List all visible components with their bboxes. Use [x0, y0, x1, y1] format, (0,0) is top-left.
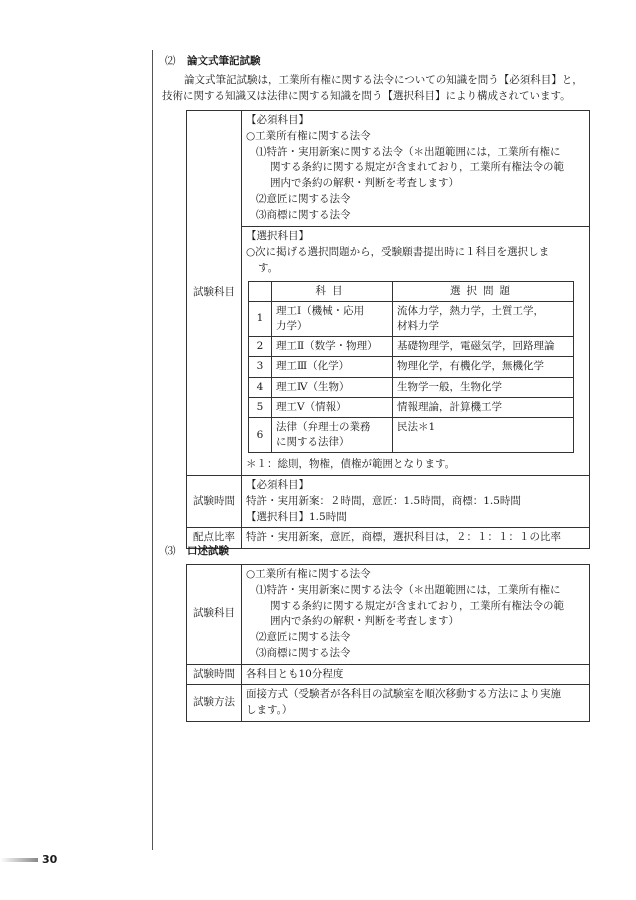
elective-row: [249, 377, 574, 397]
time-required-heading: 【必須科目】: [246, 479, 309, 492]
ratio-label: 配点比率: [187, 528, 242, 549]
elective-row: [249, 337, 574, 357]
section-2-intro: [162, 72, 592, 105]
row-questions: 生物学一般，生物化学: [393, 377, 574, 397]
elective-table: [248, 281, 574, 454]
oral-time-row: [187, 664, 590, 685]
section-3-heading: [165, 544, 229, 560]
elective-table-header: [249, 281, 574, 301]
oral-method-line-1: 面接方式（受験者が各科目の試験室を順次移動する方法により実施: [246, 688, 561, 701]
row-questions: 基礎物理学，電磁気学，回路理論: [393, 337, 574, 357]
row-subject-cont: に関する法律）: [276, 436, 350, 449]
required-item-3: ⑶商標に関する法令: [256, 208, 351, 221]
ratio-value: 特許・実用新案，意匠，商標，選択科目は，２：１：１：１の比率: [242, 528, 590, 549]
required-item-1-line-3: 囲内で条約の解釈・判断を考査します）: [270, 177, 459, 189]
row-questions: 流体力学，熱力学，土質工学，: [397, 304, 544, 317]
oral-time-label: 試験時間: [187, 664, 242, 685]
oral-subjects-label: 試験科目: [187, 565, 242, 665]
row-no: 4: [249, 377, 272, 397]
row-no: 2: [249, 337, 272, 357]
oral-item-1-line-3: 囲内で条約の解釈・判断を考査します）: [270, 615, 459, 628]
elective-instruction-line-1: ○次に掲げる選択問題から，受験願書提出時に１科目を選択しま: [246, 246, 550, 258]
section-3-title: 口述試験: [187, 545, 229, 557]
elective-row: [249, 357, 574, 377]
required-item-1-line-2: 関する条約に関する規定が含まれており，工業所有権法令の範: [270, 161, 564, 174]
row-no: 6: [249, 418, 272, 453]
row-no: 5: [249, 397, 272, 417]
row-subject: 理工Ⅰ（機械・応用: [276, 304, 365, 317]
row-no: 3: [249, 357, 272, 377]
row-questions: 情報理論，計算機工学: [393, 397, 574, 417]
row-subject: 理工Ⅲ（化学）: [272, 357, 393, 377]
section-2-number: ⑵: [165, 55, 176, 67]
subjects-cell: [242, 111, 590, 476]
time-required-value: 特許・実用新案：２時間，意匠：1.5時間，商標：1.5時間: [246, 494, 521, 507]
required-item-1-line-1: ⑴特許・実用新案に関する法令（＊出題範囲には，工業所有権に: [256, 145, 561, 158]
row-subject: 法律（弁理士の業務: [276, 421, 371, 434]
row-subject: 理工Ⅳ（生物）: [272, 377, 393, 397]
ratio-row: [187, 528, 590, 549]
elective-instruction-line-2: す。: [258, 261, 279, 274]
time-elective-value: 【選択科目】1.5時間: [246, 510, 347, 523]
row-questions-cont: 材料力学: [397, 319, 439, 332]
elective-row: [249, 301, 574, 336]
row-subject-cont: 力学）: [276, 319, 308, 332]
oral-method-row: [187, 685, 590, 722]
oral-item-1-line-2: 関する条約に関する規定が含まれており，工業所有権法令の範: [270, 599, 564, 612]
oral-item-1-line-1: ⑴特許・実用新案に関する法令（＊出題範囲には，工業所有権に: [256, 583, 561, 596]
elective-footnote: ＊１：総則，物権，債権が範囲となります。: [246, 458, 456, 471]
margin-rule: [152, 50, 153, 850]
row-questions: 物理化学，有機化学，無機化学: [393, 357, 574, 377]
time-row: [187, 476, 590, 528]
section-2-title: 論文式筆記試験: [187, 55, 261, 67]
oral-time-value: 各科目とも10分程度: [242, 664, 590, 685]
elective-row: [249, 418, 574, 453]
oral-subjects-row: [187, 565, 590, 665]
section-3-number: ⑶: [165, 545, 176, 557]
row-questions: 民法＊1: [393, 418, 574, 453]
elective-row: [249, 397, 574, 417]
required-heading: 【必須科目】: [246, 114, 309, 126]
page-number-bar: [0, 858, 38, 862]
oral-method-label: 試験方法: [187, 685, 242, 722]
row-subject: 理工Ⅱ（数学・物理）: [272, 337, 393, 357]
time-label: 試験時間: [187, 476, 242, 528]
subjects-label: 試験科目: [187, 111, 242, 476]
page-number: 30: [42, 853, 58, 866]
required-item-main: ○工業所有権に関する法令: [246, 129, 371, 142]
row-no: 1: [249, 301, 272, 336]
oral-item-3: ⑶商標に関する法令: [256, 646, 351, 659]
intro-line-1: 論文式筆記試験は，工業所有権に関する法令についての知識を問う【必須科目】と，: [184, 74, 583, 86]
col-questions: 選択問題: [393, 281, 574, 301]
oral-exam-table: [186, 564, 590, 722]
subjects-row: [187, 111, 590, 476]
elective-heading: 【選択科目】: [246, 230, 309, 243]
oral-item-main: ○工業所有権に関する法令: [246, 568, 371, 580]
written-exam-table: [186, 110, 590, 549]
section-2-heading: [165, 54, 261, 70]
row-subject: 理工Ⅴ（情報）: [272, 397, 393, 417]
oral-item-2: ⑵意匠に関する法令: [256, 631, 351, 643]
col-subject: 科目: [272, 281, 393, 301]
intro-line-2: 技術に関する知識又は法律に関する知識を問う【選択科目】により構成されています。: [162, 90, 571, 103]
required-item-2: ⑵意匠に関する法令: [256, 192, 351, 205]
oral-method-line-2: します。）: [246, 704, 293, 716]
